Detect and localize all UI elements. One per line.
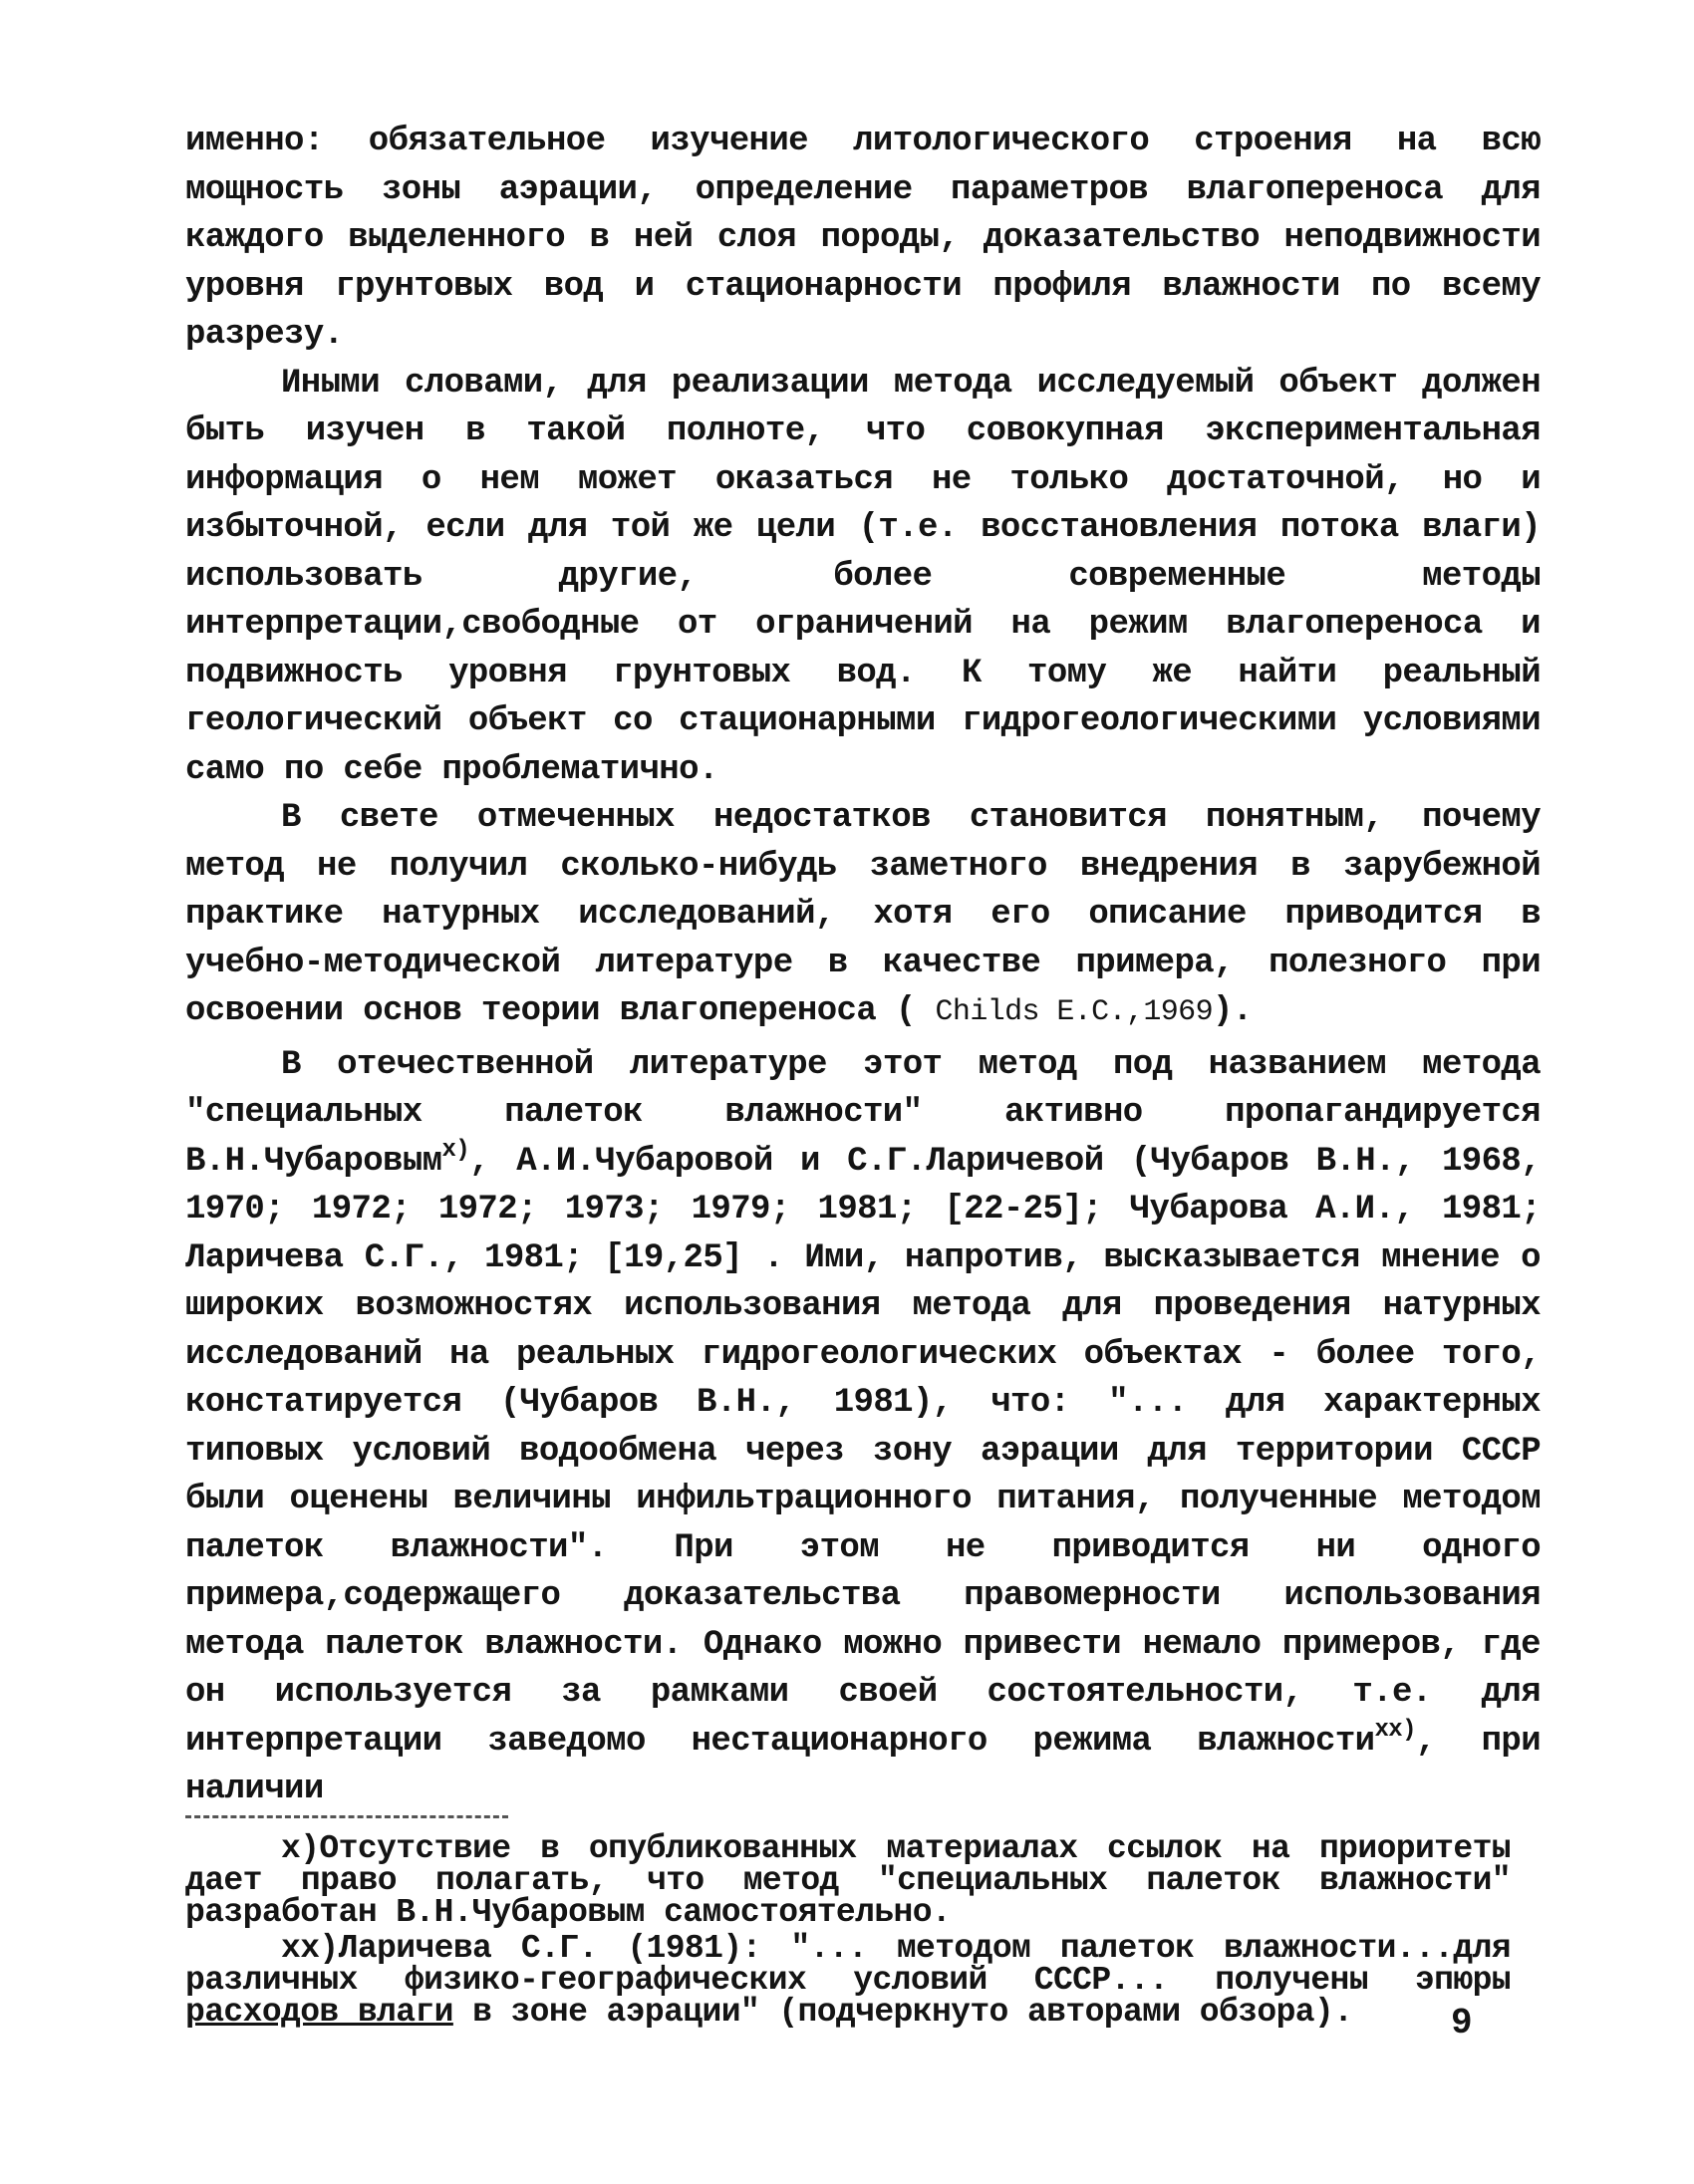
- paragraph-3: [185, 794, 1541, 1037]
- footnote-2: [185, 1930, 1511, 2031]
- paragraph-4-part1: В отечественной литературе этот метод под названием метода "специальных палеток влажности" активно пропагандируется В.Н.Чубаровым: [185, 1045, 1541, 1181]
- footnote-marker-2: xx): [1374, 1716, 1416, 1744]
- main-text: [185, 118, 1541, 1814]
- footnote-separator: [185, 1815, 508, 1818]
- footnote-marker-1: x): [441, 1136, 470, 1164]
- paragraph-3-text: В свете отмеченных недостатков становится понятным, почему метод не получил сколько-нибудь заметного внедрения в зарубежной практике натурных исследований, хотя его описание приводится в учебно-методической литературе в качестве примера, полезного при освоении основ теории влагопереноса (: [185, 799, 1541, 1030]
- paragraph-4-part2: , А.И.Чубаровой и С.Г.Ларичевой (Чубаров В.Н., 1968, 1970; 1972; 1972; 1973; 1979; 1981; [22-25]; Чубарова А.И., 1981; Ларичева С.Г., 1981; [19,25] . Ими, напротив, высказывается мнение о широких возможностях использования метода для проведения натурных исследований на реальных гидрогеологических объектах - более того, констатируется (Чубаров В.Н., 1981), что: "... для характерных типовых условий водообмена через зону аэрации для территории СССР были оценены величины инфильтрационного питания, полученные методом палеток влажности". При этом не приводится ни одного примера,содержащего доказательства правомерности использования метода палеток влажности. Однако можно привести немало примеров, где он используется за рамками своей состоятельности, т.е. для интерпретации заведомо нестационарного режима влажности: [185, 1142, 1541, 1761]
- citation-childs: Childs E.C.,1969: [935, 995, 1213, 1029]
- paragraph-3-end: ).: [1212, 992, 1253, 1030]
- footnote-2-underlined: расходов влаги: [185, 1994, 453, 2031]
- footnote-2-lead: xx)Ларичева С.Г. (1981): "... методом палеток влажности...для различных физико-географических условий СССР... получены эпюры: [185, 1930, 1511, 1999]
- paragraph-4: [185, 1041, 1541, 1814]
- paragraph-4-part3: , при наличии: [185, 1722, 1541, 1808]
- paragraph-1: именно: обязательное изучение литологического строения на всю мощность зоны аэрации, определение параметров влагопереноса для каждого выделенного в ней слоя породы, доказательство неподвижности уровня грунтовых вод и стационарности профиля влажности по всему разрезу.: [185, 123, 1541, 354]
- footnotes: [185, 1830, 1511, 2031]
- footnote-2-tail: в зоне аэрации" (подчеркнуто авторами обзора).: [452, 1994, 1353, 2031]
- footnote-1: x)Отсутствие в опубликованных материалах ссылок на приоритеты дает право полагать, что метод "специальных палеток влажности" разработан В.Н.Чубаровым самостоятельно.: [185, 1830, 1511, 1931]
- page-number: 9: [1451, 2003, 1473, 2044]
- paragraph-2: Иными словами, для реализации метода исследуемый объект должен быть изучен в такой полноте, что совокупная экспериментальная информация о нем может оказаться не только достаточной, но и избыточной, если для той же цели (т.е. восстановления потока влаги) использовать другие, более современные методы интерпретации,свободные от ограничений на режим влагопереноса и подвижность уровня грунтовых вод. К тому же найти реальный геологический объект со стационарными гидрогеологическими условиями само по себе проблематично.: [185, 364, 1541, 789]
